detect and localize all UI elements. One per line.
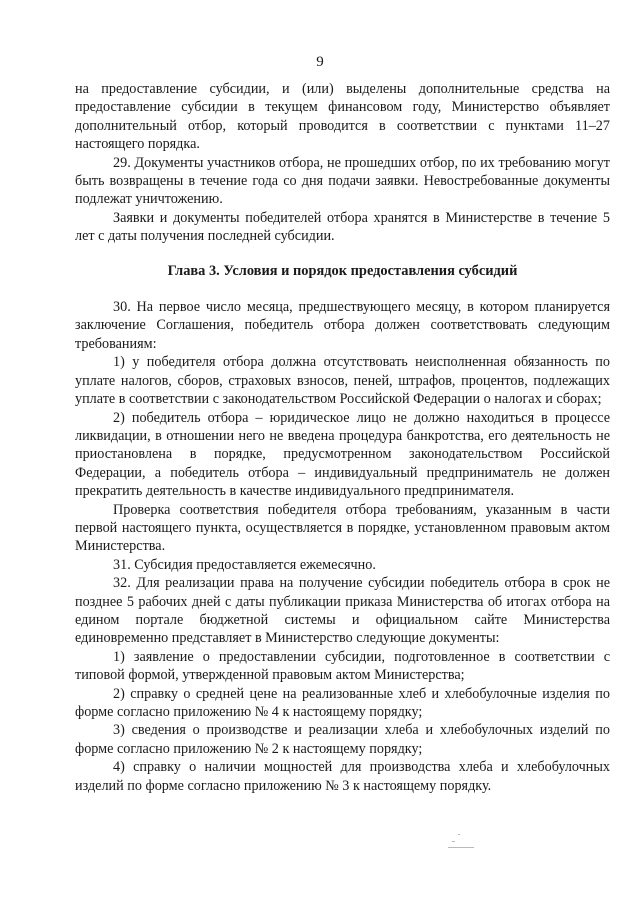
paragraph: 31. Субсидия предоставляется ежемесячно. [113,556,376,573]
paragraph: 30. На первое число месяца, предшествующего месяцу, в котором планируется заключение Соглашения, победитель отбора должен соответствовать следующим требованиям: [75,299,610,352]
list-item: 4) справку о наличии мощностей для производства хлеба и хлебобулочных изделий по форме согласно приложению № 3 к настоящему порядку. [75,759,610,794]
paragraph: 32. Для реализации права на получение субсидии победитель отбора в срок не позднее 5 рабочих дней с даты публикации приказа Министерства об итогах отбора на едином портале бюджетной системы и официальном сайте Министерства единовременно представляет в Министерство следующие документы: [75,575,610,647]
list-item: 3) сведения о производстве и реализации хлеба и хлебобулочных изделий по форме согласно приложению № 2 к настоящему порядку; [75,722,610,757]
list-item: 1) заявление о предоставлении субсидии, подготовленное в соответствии с типовой формой, утвержденной правовым актом Министерства; [75,648,610,684]
list-item: 2) справку о средней цене на реализованные хлеб и хлебобулочные изделия по форме согласно приложению № 4 к настоящему порядку; [75,685,610,720]
paragraph: 29. Документы участников отбора, не прошедших отбор, по их требованию могут быть возвращены в течение года со дня подачи заявки. Невостребованные документы подлежат уничтожению. [75,154,610,208]
list-item: 1) у победителя отбора должна отсутствовать неисполненная обязанность по уплате налогов, сборов, страховых взносов, пеней, штрафов, процентов, подлежащих уплате в соответствии с законодательством Российской Федерации о налогах и сборах; [75,354,610,408]
scan-artifact [448,832,478,850]
list-item: 2) победитель отбора – юридическое лицо не должно находиться в процессе ликвидации, в отношении него не введена процедура банкротства, его деятельность не приостановлена в порядке, предусмотренном законодательством Российской Федерации, а победитель отбора – индивидуальный предприниматель не должен прекратить деятельность в качестве индивидуального предпринимателя. [75,409,610,500]
chapter-heading: Глава 3. Условия и порядок предоставления субсидий [167,262,518,279]
paragraph: Заявки и документы победителей отбора хранятся в Министерстве в течение 5 лет с даты получения последней субсидии. [75,209,610,245]
page-number: 9 [316,54,324,70]
document-body [75,80,610,795]
paragraph: на предоставление субсидии, и (или) выделены дополнительные средства на предоставление субсидии в текущем финансовом году, Министерство объявляет дополнительный отбор, который проводится в соответствии с пунктами 11–27 настоящего порядка. [75,81,610,153]
paragraph: Проверка соответствия победителя отбора требованиям, указанным в части первой настоящего пункта, осуществляется в порядке, установленном правовым актом Министерства. [75,501,610,555]
